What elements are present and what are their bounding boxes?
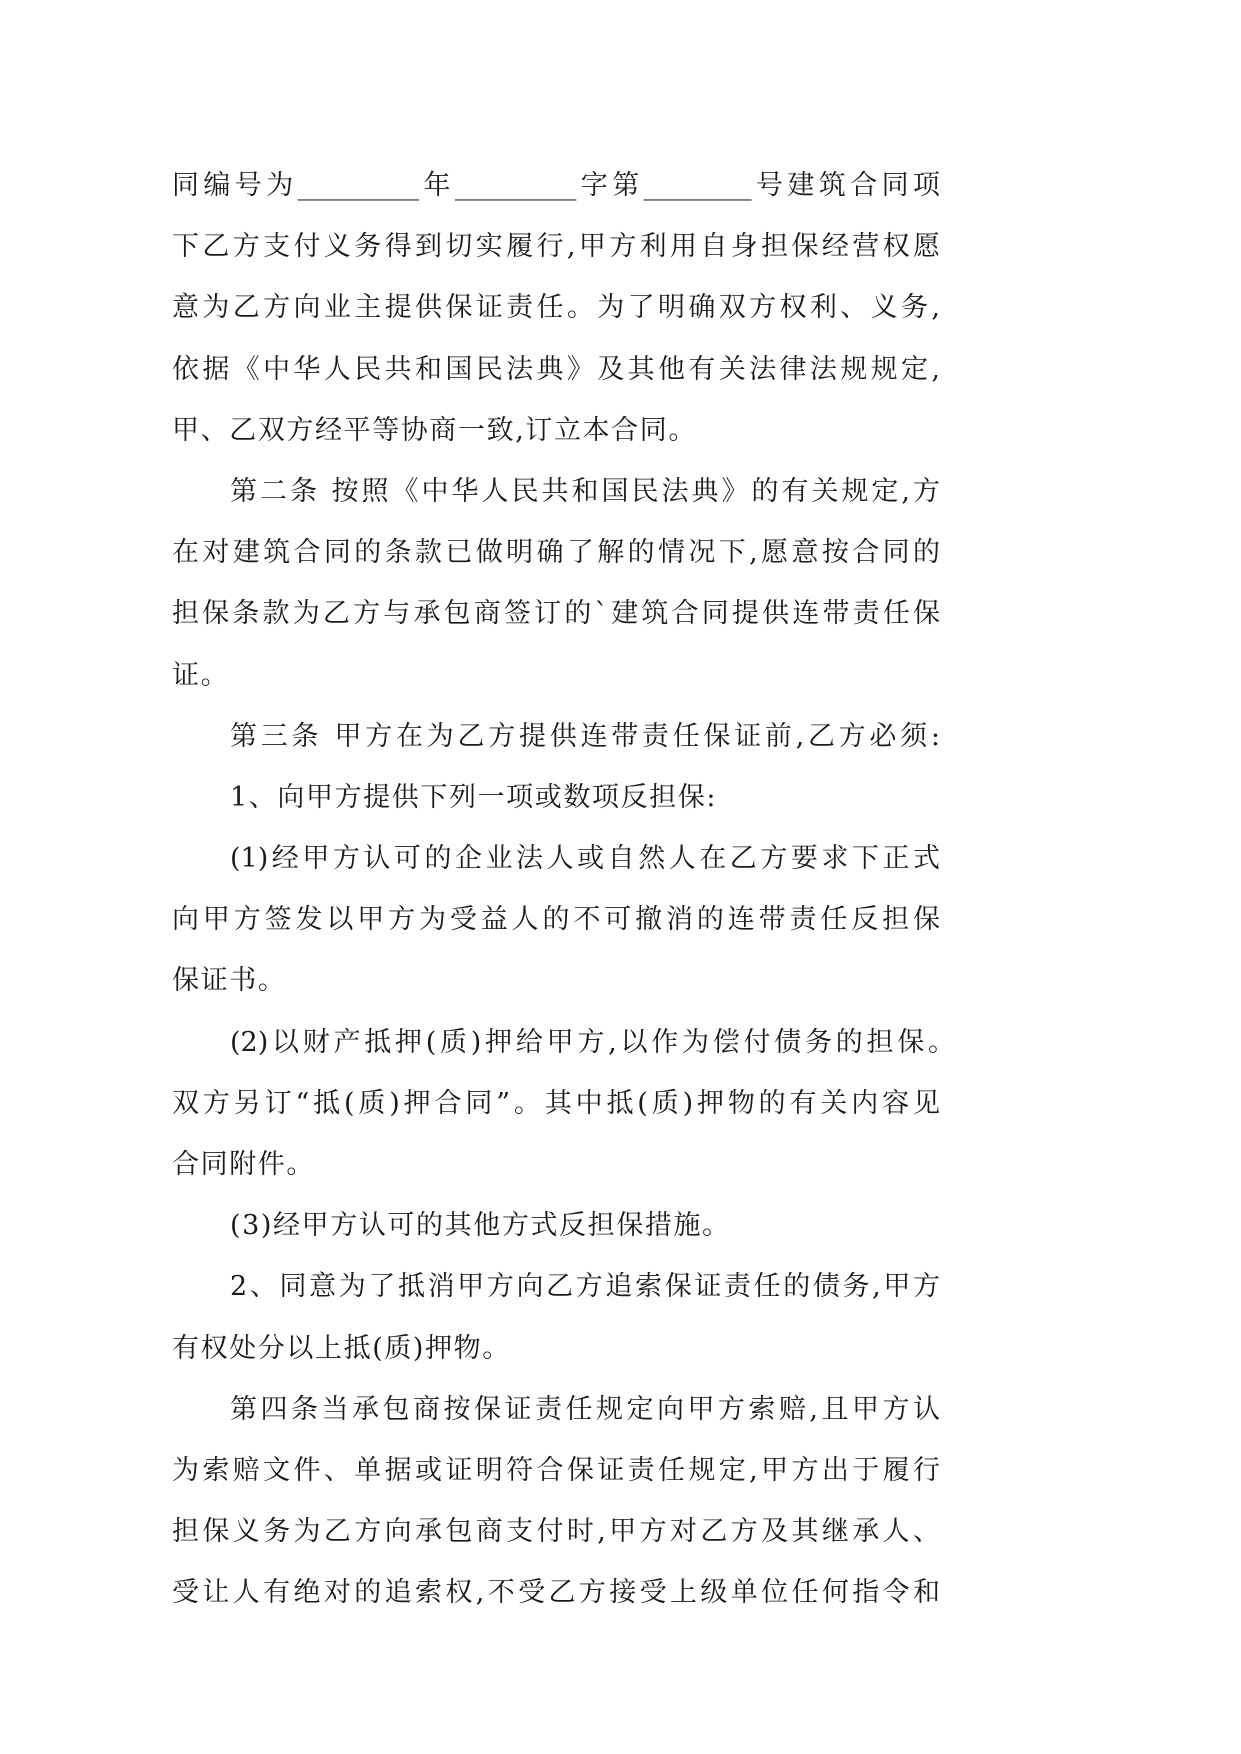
text-line: 保证书。 (172, 965, 287, 997)
text-line: 第三条 甲方在为乙方提供连带责任保证前,乙方必须: (230, 720, 940, 752)
text-line: 依据《中华人民共和国民法典》及其他有关法律法规规定, (172, 353, 940, 385)
paragraph-article-2 (172, 461, 940, 706)
text-line: 为索赔文件、单据或证明符合保证责任规定,甲方出于履行 (172, 1454, 940, 1486)
document-body (172, 155, 955, 1624)
text-line: 意为乙方向业主提供保证责任。为了明确双方权利、义务, (172, 292, 940, 324)
paragraph-item-2 (172, 1256, 940, 1378)
text-line: (1)经甲方认可的企业法人或自然人在乙方要求下正式 (230, 843, 940, 875)
text-line: (2)以财产抵押(质)押给甲方,以作为偿付债务的担保。 (230, 1026, 955, 1058)
text-line: 担保条款为乙方与承包商签订的`建筑合同提供连带责任保 (172, 598, 940, 630)
text-line: 有权处分以上抵(质)押物。 (172, 1332, 511, 1364)
text-line: 第四条当承包商按保证责任规定向甲方索赔,且甲方认 (230, 1393, 940, 1425)
text-line: 甲、乙双方经平等协商一致,订立本合同。 (172, 414, 697, 446)
text-line: 向甲方签发以甲方为受益人的不可撤消的连带责任反担保 (172, 904, 940, 936)
paragraph-subitem-3 (172, 1195, 940, 1256)
text-line: (3)经甲方认可的其他方式反担保措施。 (230, 1210, 731, 1242)
paragraph-article-3 (172, 706, 940, 767)
paragraph-subitem-1 (172, 828, 940, 1012)
text-line: 证。 (172, 659, 230, 691)
text-line: 双方另订“抵(质)押合同”。其中抵(质)押物的有关内容见 (172, 1087, 940, 1119)
text-line: 2、同意为了抵消甲方向乙方追索保证责任的债务,甲方 (230, 1271, 940, 1303)
text-line: 同编号为_________年_________字第________号建筑合同项 (172, 170, 940, 201)
text-line: 合同附件。 (172, 1149, 315, 1180)
paragraph (172, 155, 940, 461)
paragraph-subitem-2 (172, 1012, 955, 1196)
text-line: 受让人有绝对的追索权,不受乙方接受上级单位任何指令和 (172, 1577, 940, 1609)
paragraph-article-4 (172, 1379, 940, 1624)
text-line: 担保义务为乙方向承包商支付时,甲方对乙方及其继承人、 (172, 1516, 940, 1548)
text-line: 1、向甲方提供下列一项或数项反担保: (230, 781, 718, 813)
paragraph-item-1 (172, 767, 940, 828)
text-line: 下乙方支付义务得到切实履行,甲方利用自身担保经营权愿 (172, 231, 940, 263)
text-line: 在对建筑合同的条款已做明确了解的情况下,愿意按合同的 (172, 537, 940, 569)
text-line: 第二条 按照《中华人民共和国民法典》的有关规定,方 (230, 475, 940, 507)
